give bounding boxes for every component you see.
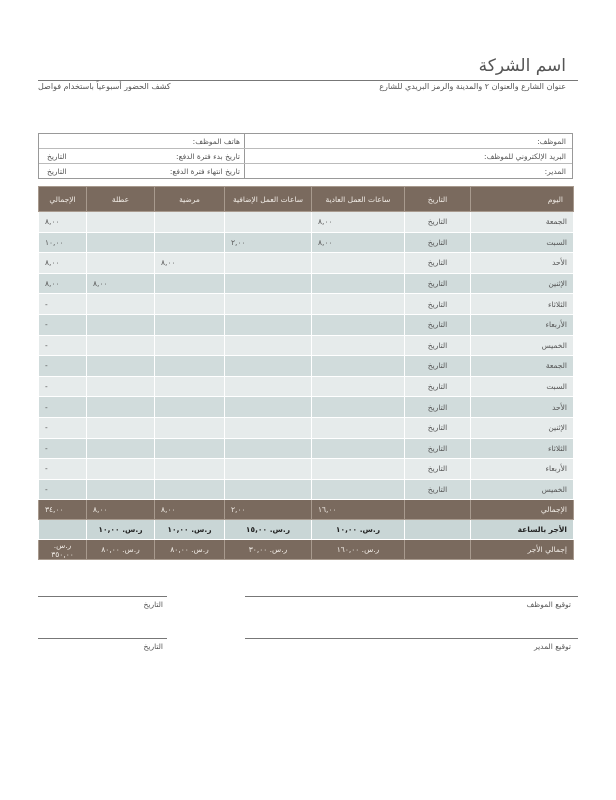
cell-sick[interactable]: ٨,٠٠ [155,253,225,274]
cell-sick[interactable] [155,314,225,335]
cell-regular[interactable] [312,417,405,438]
cell-overtime[interactable] [225,294,312,315]
manager-signature-label: توقيع المدير [533,642,571,651]
cell-day: الأحد [471,397,574,418]
cell-date[interactable]: التاريخ [405,376,471,397]
table-row [39,459,574,480]
table-row [39,335,574,356]
cell-day: السبت [471,376,574,397]
cell-overtime[interactable] [225,212,312,233]
cell-sick[interactable] [155,273,225,294]
cell-sick[interactable] [155,376,225,397]
cell-regular[interactable] [312,438,405,459]
rate-date-cell [405,520,471,540]
pay-end-value: التاريخ [47,167,67,176]
table-row [39,294,574,315]
cell-regular[interactable] [312,356,405,377]
cell-date[interactable]: التاريخ [405,417,471,438]
pay-total: ر.س. ٣٥٠,٠٠ [39,540,87,560]
document-subtitle: كشف الحضور أسبوعياً باستخدام فواصل [38,82,171,91]
cell-vacation[interactable] [87,438,155,459]
total-vacation: ٨,٠٠ [87,500,155,520]
table-row [39,417,574,438]
cell-vacation[interactable] [87,314,155,335]
table-row [39,356,574,377]
cell-day: الإثنين [471,417,574,438]
header-sick: مرضية [155,187,225,212]
table-row [39,212,574,233]
company-address: عنوان الشارع والعنوان ٢ والمدينة والرمز البريدي للشارع [379,82,566,91]
rate-row [39,520,574,540]
cell-date[interactable]: التاريخ [405,397,471,418]
cell-date[interactable]: التاريخ [405,459,471,480]
cell-sick[interactable] [155,335,225,356]
cell-date[interactable]: التاريخ [405,479,471,500]
table-row [39,397,574,418]
pay-start-value: التاريخ [47,152,67,161]
employee-email-field[interactable] [244,149,572,164]
pay-sick: ر.س. ٨٠,٠٠ [155,540,225,560]
manager-field[interactable] [244,164,572,179]
total-label: الإجمالي [471,500,574,520]
table-row [39,376,574,397]
cell-total[interactable]: ١٠,٠٠ [39,232,87,253]
employee-label: الموظف: [537,137,566,146]
cell-overtime[interactable] [225,397,312,418]
cell-overtime[interactable] [225,356,312,377]
cell-total[interactable]: - [39,479,87,500]
cell-total[interactable]: ٨,٠٠ [39,212,87,233]
table-row [39,273,574,294]
cell-regular[interactable] [312,294,405,315]
cell-overtime[interactable] [225,314,312,335]
cell-vacation[interactable] [87,376,155,397]
cell-day: الأربعاء [471,314,574,335]
cell-sick[interactable] [155,212,225,233]
rate-label: الأجر بالساعة [471,520,574,540]
header-total: الإجمالي [39,187,87,212]
total-row [39,500,574,520]
cell-date[interactable]: التاريخ [405,273,471,294]
cell-vacation[interactable]: ٨,٠٠ [87,273,155,294]
cell-vacation[interactable] [87,294,155,315]
cell-day: الجمعة [471,212,574,233]
pay-date-cell [405,540,471,560]
cell-sick[interactable] [155,417,225,438]
cell-regular[interactable] [312,253,405,274]
table-row [39,314,574,335]
employee-info-box [38,133,573,179]
cell-overtime[interactable] [225,438,312,459]
pay-end-label: تاريخ انتهاء فترة الدفع: [169,167,240,176]
cell-vacation[interactable] [87,417,155,438]
rate-overtime[interactable]: ر.س. ١٥,٠٠ [225,520,312,540]
cell-total[interactable]: - [39,335,87,356]
cell-regular[interactable] [312,376,405,397]
cell-date[interactable]: التاريخ [405,356,471,377]
cell-regular[interactable] [312,273,405,294]
employee-field[interactable] [244,134,572,149]
cell-regular[interactable] [312,335,405,356]
cell-regular[interactable]: ٨,٠٠ [312,232,405,253]
cell-total[interactable]: - [39,397,87,418]
cell-day: الأحد [471,253,574,274]
total-overtime: ٢,٠٠ [225,500,312,520]
pay-end-field[interactable] [39,164,246,179]
total-total: ٣٤,٠٠ [39,500,87,520]
cell-regular[interactable]: ٨,٠٠ [312,212,405,233]
cell-overtime[interactable] [225,459,312,480]
cell-sick[interactable] [155,459,225,480]
cell-day: الجمعة [471,356,574,377]
table-row [39,479,574,500]
cell-overtime[interactable] [225,479,312,500]
pay-start-field[interactable] [39,149,246,164]
cell-total[interactable]: - [39,314,87,335]
total-regular: ١٦,٠٠ [312,500,405,520]
cell-sick[interactable] [155,479,225,500]
cell-vacation[interactable] [87,479,155,500]
cell-vacation[interactable] [87,397,155,418]
cell-regular[interactable] [312,459,405,480]
header-regular: ساعات العمل العادية [312,187,405,212]
table-header-row [39,187,574,212]
cell-day: الخميس [471,335,574,356]
cell-vacation[interactable] [87,459,155,480]
cell-date[interactable]: التاريخ [405,314,471,335]
rate-vacation[interactable]: ر.س. ١٠,٠٠ [87,520,155,540]
cell-total[interactable]: - [39,438,87,459]
cell-overtime[interactable] [225,417,312,438]
total-date-cell [405,500,471,520]
header-day: اليوم [471,187,574,212]
manager-date-label: التاريخ [143,642,163,651]
cell-overtime[interactable]: ٢,٠٠ [225,232,312,253]
table-row [39,253,574,274]
header-vacation: عطلة [87,187,155,212]
cell-total[interactable]: ٨,٠٠ [39,273,87,294]
total-sick: ٨,٠٠ [155,500,225,520]
cell-regular[interactable] [312,479,405,500]
cell-day: الثلاثاء [471,438,574,459]
manager-label: المدير: [544,167,566,176]
cell-day: الثلاثاء [471,294,574,315]
header-overtime: ساعات العمل الإضافية [225,187,312,212]
cell-total[interactable]: - [39,294,87,315]
cell-total[interactable]: - [39,356,87,377]
cell-date[interactable]: التاريخ [405,253,471,274]
header-date: التاريخ [405,187,471,212]
cell-date[interactable]: التاريخ [405,294,471,315]
cell-regular[interactable] [312,314,405,335]
pay-start-label: تاريخ بدء فترة الدفع: [176,152,240,161]
cell-sick[interactable] [155,438,225,459]
pay-regular: ر.س. ١٦٠,٠٠ [312,540,405,560]
employee-signature-line[interactable] [245,596,578,597]
cell-date[interactable]: التاريخ [405,438,471,459]
table-row [39,438,574,459]
cell-total[interactable]: ٨,٠٠ [39,253,87,274]
cell-sick[interactable] [155,397,225,418]
manager-signature-line[interactable] [245,638,578,639]
employee-email-label: البريد الإلكتروني للموظف: [484,152,566,161]
cell-overtime[interactable] [225,376,312,397]
cell-date[interactable]: التاريخ [405,212,471,233]
cell-day: السبت [471,232,574,253]
employee-date-line[interactable] [38,596,167,597]
cell-vacation[interactable] [87,335,155,356]
pay-vacation: ر.س. ٨٠,٠٠ [87,540,155,560]
cell-total[interactable]: - [39,417,87,438]
cell-overtime[interactable] [225,273,312,294]
cell-regular[interactable] [312,397,405,418]
pay-label: إجمالي الأجر [471,540,574,560]
cell-overtime[interactable] [225,335,312,356]
cell-date[interactable]: التاريخ [405,232,471,253]
table-row [39,232,574,253]
rate-total-cell [39,520,87,540]
header-divider [38,80,578,81]
cell-sick[interactable] [155,294,225,315]
cell-day: الأربعاء [471,459,574,480]
cell-date[interactable]: التاريخ [405,335,471,356]
cell-sick[interactable] [155,232,225,253]
rate-regular[interactable]: ر.س. ١٠,٠٠ [312,520,405,540]
cell-vacation[interactable] [87,232,155,253]
cell-total[interactable]: - [39,376,87,397]
company-name: اسم الشركة [478,56,566,76]
employee-signature-label: توقيع الموظف [526,600,571,609]
cell-total[interactable]: - [39,459,87,480]
pay-overtime: ر.س. ٣٠,٠٠ [225,540,312,560]
timesheet-table [38,186,574,560]
manager-date-line[interactable] [38,638,167,639]
employee-phone-field[interactable] [39,134,246,149]
cell-day: الإثنين [471,273,574,294]
cell-vacation[interactable] [87,212,155,233]
cell-overtime[interactable] [225,253,312,274]
cell-day: الخميس [471,479,574,500]
employee-phone-label: هاتف الموظف: [192,137,240,146]
pay-row [39,540,574,560]
employee-date-label: التاريخ [143,600,163,609]
cell-vacation[interactable] [87,356,155,377]
cell-sick[interactable] [155,356,225,377]
rate-sick[interactable]: ر.س. ١٠,٠٠ [155,520,225,540]
cell-vacation[interactable] [87,253,155,274]
